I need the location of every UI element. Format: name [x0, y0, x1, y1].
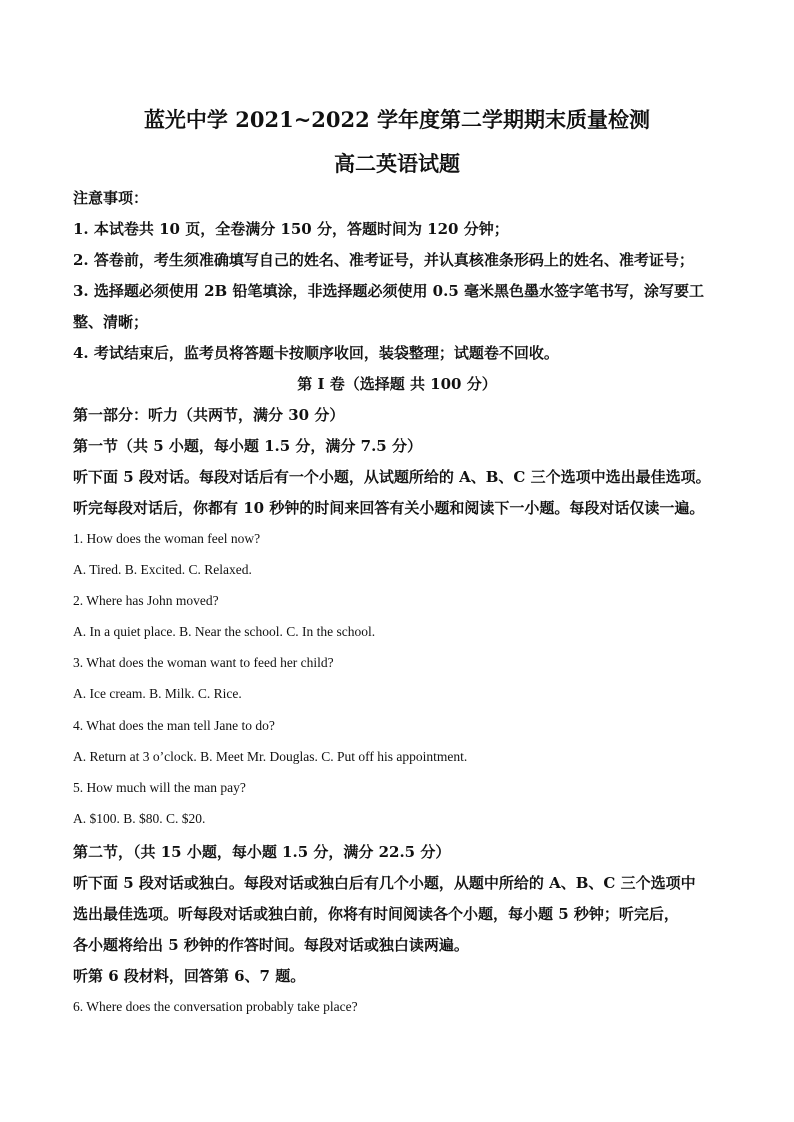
section2-instruction: 各小题将给出 5 秒钟的作答时间。每段对话或独白读两遍。	[73, 936, 469, 954]
section2-instruction: 听下面 5 段对话或独白。每段对话或独白后有几个小题，从题中所给的 A、B、C 三个选项中	[73, 874, 696, 892]
material-heading: 听第 6 段材料，回答第 6、7 题。	[73, 967, 306, 985]
section2-instruction: 选出最佳选项。听每段对话或独白前，你将有时间阅读各个小题，每小题 5 秒钟；听完后，	[73, 905, 679, 923]
question-text: 5. How much will the man pay?	[73, 780, 246, 795]
question-options: A. In a quiet place. B. Near the school. C. In the school.	[73, 624, 376, 639]
section1-instruction: 听完每段对话后，你都有 10 秒钟的时间来回答有关小题和阅读下一小题。每段对话仅读一遍。	[73, 499, 705, 517]
question-options: A. Ice cream. B. Milk. C. Rice.	[73, 686, 242, 701]
exam-subtitle: 高二英语试题	[334, 151, 460, 176]
question-text: 2. Where has John moved?	[73, 593, 219, 608]
section2-heading: 第二节，（共 15 小题，每小题 1.5 分，满分 22.5 分）	[73, 843, 451, 861]
notice-item: 2. 答卷前，考生须准确填写自己的姓名、准考证号，并认真核准条形码上的姓名、准考证号；	[73, 251, 694, 269]
volume-title: 第 I 卷（选择题 共 100 分）	[297, 375, 497, 393]
question-options: A. $100. B. $80. C. $20.	[73, 811, 206, 826]
section1-instruction: 听下面 5 段对话。每段对话后有一个小题，从试题所给的 A、B、C 三个选项中选出最佳选项。	[73, 468, 711, 486]
notice-item: 1. 本试卷共 10 页，全卷满分 150 分，答题时间为 120 分钟；	[73, 220, 509, 238]
question-text: 4. What does the man tell Jane to do?	[73, 718, 275, 733]
question-text: 3. What does the woman want to feed her child?	[73, 655, 334, 670]
notice-item: 3. 选择题必须使用 2B 铅笔填涂，非选择题必须使用 0.5 毫米黑色墨水签字笔书写，涂写要工	[73, 282, 704, 300]
notice-item: 整、清晰；	[73, 313, 149, 331]
notice-item: 4. 考试结束后，监考员将答题卡按顺序收回，装袋整理；试题卷不回收。	[73, 344, 559, 362]
question-options: A. Return at 3 o’clock. B. Meet Mr. Douglas. C. Put off his appointment.	[73, 749, 468, 764]
question-text: 1. How does the woman feel now?	[73, 531, 261, 546]
question-options: A. Tired. B. Excited. C. Relaxed.	[73, 562, 252, 577]
part1-heading: 第一部分：听力（共两节，满分 30 分）	[73, 406, 345, 424]
section1-heading: 第一节（共 5 小题，每小题 1.5 分，满分 7.5 分）	[73, 437, 422, 455]
exam-title: 蓝光中学 2021~2022 学年度第二学期期末质量检测	[143, 107, 651, 132]
notice-heading: 注意事项：	[73, 189, 149, 207]
question-text: 6. Where does the conversation probably take place?	[73, 999, 358, 1014]
